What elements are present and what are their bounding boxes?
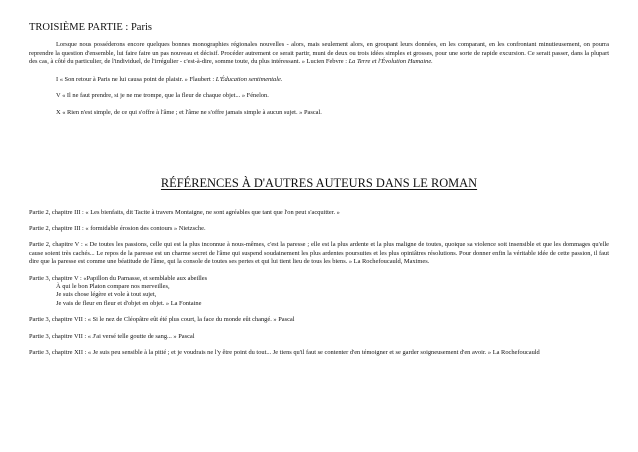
reference-la-rochefoucauld-paresse: Partie 2, chapitre V : « De toutes les passions, celle qui est la plus inconnue à nous-mêmes, c'est la paresse ; elle est la plus ardente et la plus maligne de toutes, quoique sa violence soit insensible et que les dommages qu'elle cause soient très cachés... Le repos de la paresse est un charme secret de l'âme qui suspend soudainement les plus ardentes poursuites et les plus opiniâtres résolutions. Pour donner enfin la véritable idée de cette passion, il faut dire que la paresse est comme une béatitude de l'âme, qui la console de toutes ses pertes et qui lui tient lieu de tous les biens. » La Rochefoucauld, Maximes.	[29, 241, 609, 266]
reference-pascal-cleopatre: Partie 3, chapitre VII : « Si le nez de Cléopâtre eût été plus court, la face du monde eût changé. » Pascal	[29, 316, 295, 324]
epigraph-text: Lorsque nous posséderons encore quelques bonnes monographies régionales nouvelles - alors, mais seulement alors, en groupant leurs données, en les comparant, en les confrontant minutieusement, on pourra reprendre la question d'ensemble, lui faire faire un pas nouveau et décisif. Procéder autrement ce serait partir, muni de deux ou trois idées simples et grosses, pour une sorte de rapide excursion. Ce serait passer, dans la plupart des cas, à côté du particulier, de l'individuel, de l'irrégulier - c'est-à-dire, somme toute, du plus intéressant. » Lucien Febvre :	[29, 41, 609, 66]
verse-line-4: Je vais de fleur en fleur et d'objet en objet. » La Fontaine	[56, 299, 202, 307]
quote-1	[56, 76, 609, 85]
part-title: TROISIÈME PARTIE : Paris	[29, 22, 152, 33]
verse-line-3: Je suis chose légère et vole à tout sujet,	[56, 291, 157, 299]
reference-nietzsche: Partie 2, chapitre III : « formidable érosion des contours » Nietzsche.	[29, 224, 206, 232]
quote-2-text: V « Il ne faut prendre, si je ne me trompe, que la fleur de chaque objet... » Fénelon.	[56, 92, 269, 100]
quote-1-text: I « Son retour à Paris ne lui causa point de plaisir. » Flaubert :	[56, 75, 216, 83]
verse-line-1: Partie 3, chapitre V : «Papillon du Parnasse, et semblable aux abeilles	[29, 274, 208, 282]
quote-3	[56, 109, 609, 118]
verse-line-2: À qui le bon Platon compare nos merveilles,	[56, 283, 170, 290]
reference-la-fontaine	[29, 275, 609, 309]
epigraph-paragraph	[29, 41, 609, 67]
reference-tacite: Partie 2, chapitre III : « Les bienfaits, dit Tacite à travers Montaigne, ne sont agréables que tant que l'on peut s'acquitter. »	[29, 208, 340, 216]
references-heading: RÉFÉRENCES À D'AUTRES AUTEURS DANS LE ROMAN	[160, 175, 478, 190]
quote-3-text: X « Rien n'est simple, de ce qui s'offre à l'âme ; et l'âme ne s'offre jamais simple à aucun sujet. » Pascal.	[56, 108, 322, 116]
reference-la-rochefoucauld-pitie: Partie 3, chapitre XII : « Je suis peu sensible à la pitié ; et je voudrais ne l'y être point du tout... Je tiens qu'il faut se contenter d'en témoigner et se garder soigneusement d'en avoir. » La Rochefoucauld	[29, 349, 540, 357]
quote-1-work: L'Éducation sentimentale.	[215, 75, 283, 83]
epigraph-work: La Terre et l'Évolution Humaine.	[348, 58, 433, 66]
reference-pascal-sang: Partie 3, chapitre VII : « J'ai versé telle goutte de sang... » Pascal	[29, 332, 195, 340]
quote-2	[56, 92, 609, 101]
